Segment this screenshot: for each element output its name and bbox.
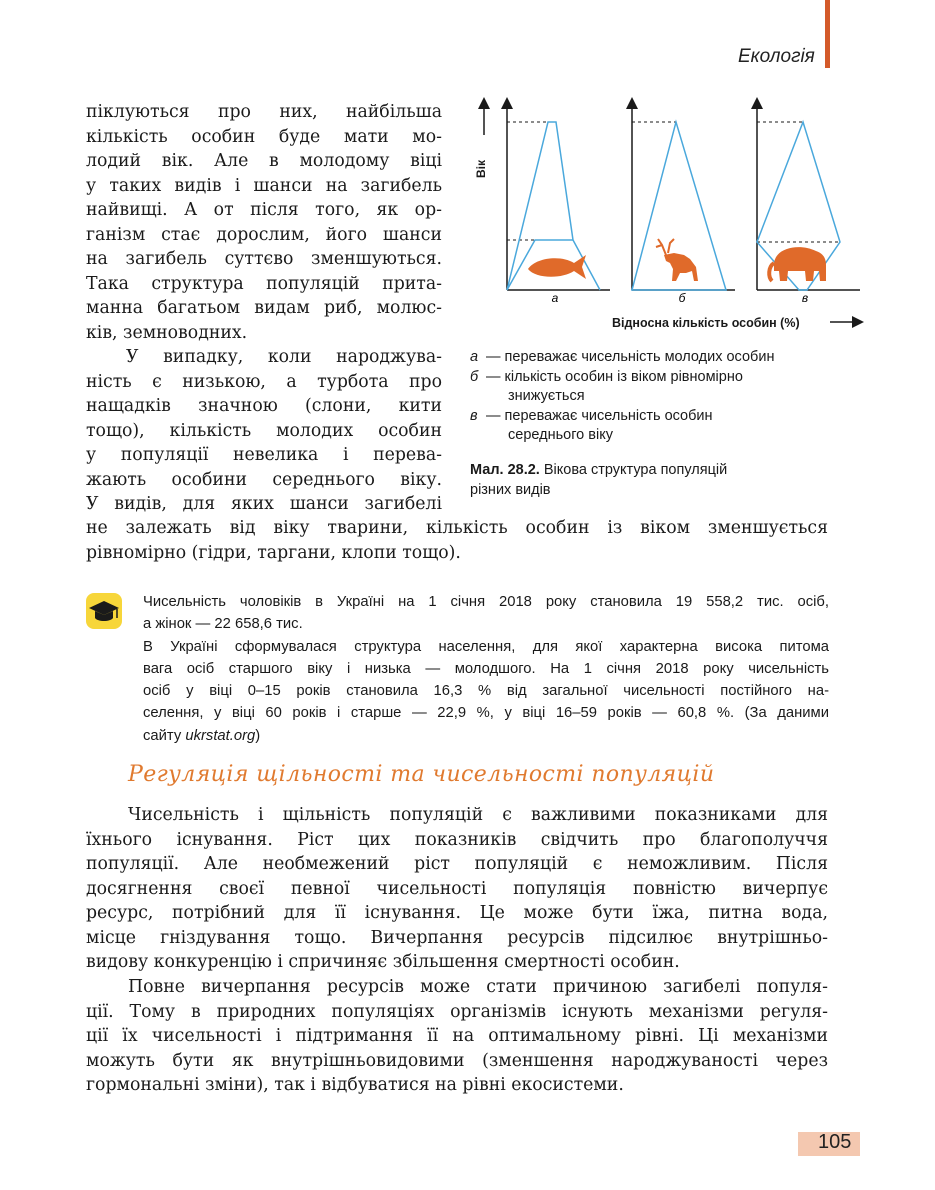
legend-row: в — переважає чисельність особин (470, 407, 840, 427)
info-text: ) (255, 727, 261, 744)
legend-text: — кількість особин із віком рівномірно (486, 368, 743, 385)
text-line: можуть бути як внутрішньовидовими (зменшення народжуваності через (86, 1050, 828, 1071)
text-line: місце гніздування тощо. Вичерпання ресурсів підсилює внутрішньо- (86, 927, 828, 948)
section-title: Регуляція щільності та чисельності популяцій (128, 762, 715, 787)
text-line: кількість особин буде мати мо- (86, 126, 442, 147)
caption-text: Вікова структура популяцій (539, 462, 728, 478)
paragraph (86, 803, 828, 975)
deer-icon (656, 239, 698, 281)
text-line: Така структура популяцій прита- (86, 273, 442, 294)
header-accent-bar (825, 0, 830, 68)
info-line: Чисельність чоловіків в Україні на 1 січня 2018 року становила 19 558,2 тис. осіб, (143, 594, 829, 610)
legend-text: середнього віку (508, 427, 613, 443)
paragraph (86, 100, 442, 345)
text-line: ції. Тому в природних популяціях організмів існують механізми регуля- (86, 1001, 828, 1022)
text-line: у таких видів і шанси на загибель (86, 175, 442, 196)
text-line: жають особини середнього віку. (86, 469, 442, 490)
text-line: ресурс, потрібний для її існування. Це може бути їжа, питна вода, (86, 903, 828, 923)
legend-row (470, 426, 840, 446)
legend-row: б — кількість особин із віком рівномірно (470, 368, 840, 388)
panel-a (507, 103, 610, 290)
paragraph (86, 345, 442, 517)
source-link[interactable]: ukrstat.org (185, 727, 256, 744)
text-line: У випадку, коли народжува- (126, 347, 442, 367)
panel-c (757, 103, 860, 290)
text-line: ції їх чисельності і підтримання її на оптимальному рівні. Ці механізми (86, 1026, 828, 1046)
legend-row (470, 387, 840, 407)
text-line: їхнього існування. Ріст цих показників свідчить про благополуччя (86, 829, 828, 850)
info-line: осіб у віці 0–15 років становила 16,3 % від загальної чисельності постійного на- (143, 683, 829, 700)
text-line: не залежать від віку тварини, кількість особин із віком зменшується (86, 518, 828, 538)
left-column-text (86, 100, 442, 517)
panel-b (632, 103, 735, 290)
panel-label-a: а (551, 291, 559, 305)
info-text: сайту (143, 727, 186, 744)
info-box (143, 591, 829, 747)
text-line: лодий вік. Але в молодому віці (86, 151, 442, 171)
page-number: 105 (818, 1131, 852, 1153)
text-line: нащадків значною (слони, кити (86, 396, 442, 416)
text-line: у популяції невелика і перева- (86, 445, 442, 465)
info-line: вага осіб старшого віку і низька — молодшого. На 1 січня 2018 року чисельність (143, 660, 829, 677)
legend-text: знижується (508, 388, 585, 404)
legend-row: а — переважає чисельність молодих особин (470, 348, 840, 368)
paragraph (86, 975, 828, 1098)
info-line: селення, у віці 60 років і старше — 22,9 %, у віці 16–59 років — 60,8 %. (За даними (143, 705, 829, 722)
text-line: досягнення своєї певної чисельності популяція повністю вичерпує (86, 878, 828, 899)
figure-legend (470, 348, 840, 446)
text-line: видову конкуренцію і спричиняє збільшення смертності особин. (86, 952, 680, 972)
text-line: на загибель суттєво зменшуються. (86, 249, 442, 269)
text-line: піклуються про них, найбільша (86, 102, 442, 122)
text-line: ганізм стає дорослим, його шанси (86, 224, 442, 245)
graduation-cap-icon (86, 593, 122, 629)
caption-text-2: різних видів (470, 482, 551, 498)
info-line: В Україні сформувалася структура населення, для якої характерна висока питома (143, 638, 829, 655)
text-line: ків, земноводних. (86, 322, 248, 343)
fish-icon (528, 255, 586, 279)
y-axis-label: Вік (474, 159, 488, 178)
panel-label-c: в (801, 291, 809, 305)
legend-text: — переважає чисельність молодих особин (486, 349, 775, 365)
x-axis-label: Відносна кількість особин (%) (612, 316, 800, 330)
caption-label: Мал. 28.2. (470, 462, 540, 478)
text-line: гормональні зміни), так і відбуватися на рівні екосистеми. (86, 1075, 624, 1095)
legend-text: — переважає чисельність особин (486, 407, 713, 424)
text-line: популяції. Але необмежений ріст популяцій є неможливим. Після (86, 854, 828, 874)
text-line: У видів, для яких шанси загибелі (86, 494, 442, 514)
text-line: найвищі. А от після того, як ор- (86, 200, 442, 220)
panel-label-b: б (678, 291, 686, 305)
info-line: а жінок — 22 658,6 тис. (143, 616, 303, 633)
figure-caption (470, 460, 810, 500)
text-line: Повне вичерпання ресурсів може стати причиною загибелі популя- (128, 977, 828, 997)
text-line: тощо), кількість молодих особин (86, 420, 442, 441)
paragraph-continuation (86, 516, 828, 565)
running-header: Екологія (738, 46, 815, 67)
text-line: манна багатьом видам риб, молюс- (86, 298, 442, 318)
age-structure-figure (470, 95, 865, 335)
text-line: ність є низькою, а турбота про (86, 371, 442, 392)
info-line (143, 725, 829, 747)
text-line: рівномірно (гідри, таргани, клопи тощо). (86, 542, 461, 563)
text-line: Чисельність і щільність популяцій є важливими показниками для (128, 805, 828, 825)
